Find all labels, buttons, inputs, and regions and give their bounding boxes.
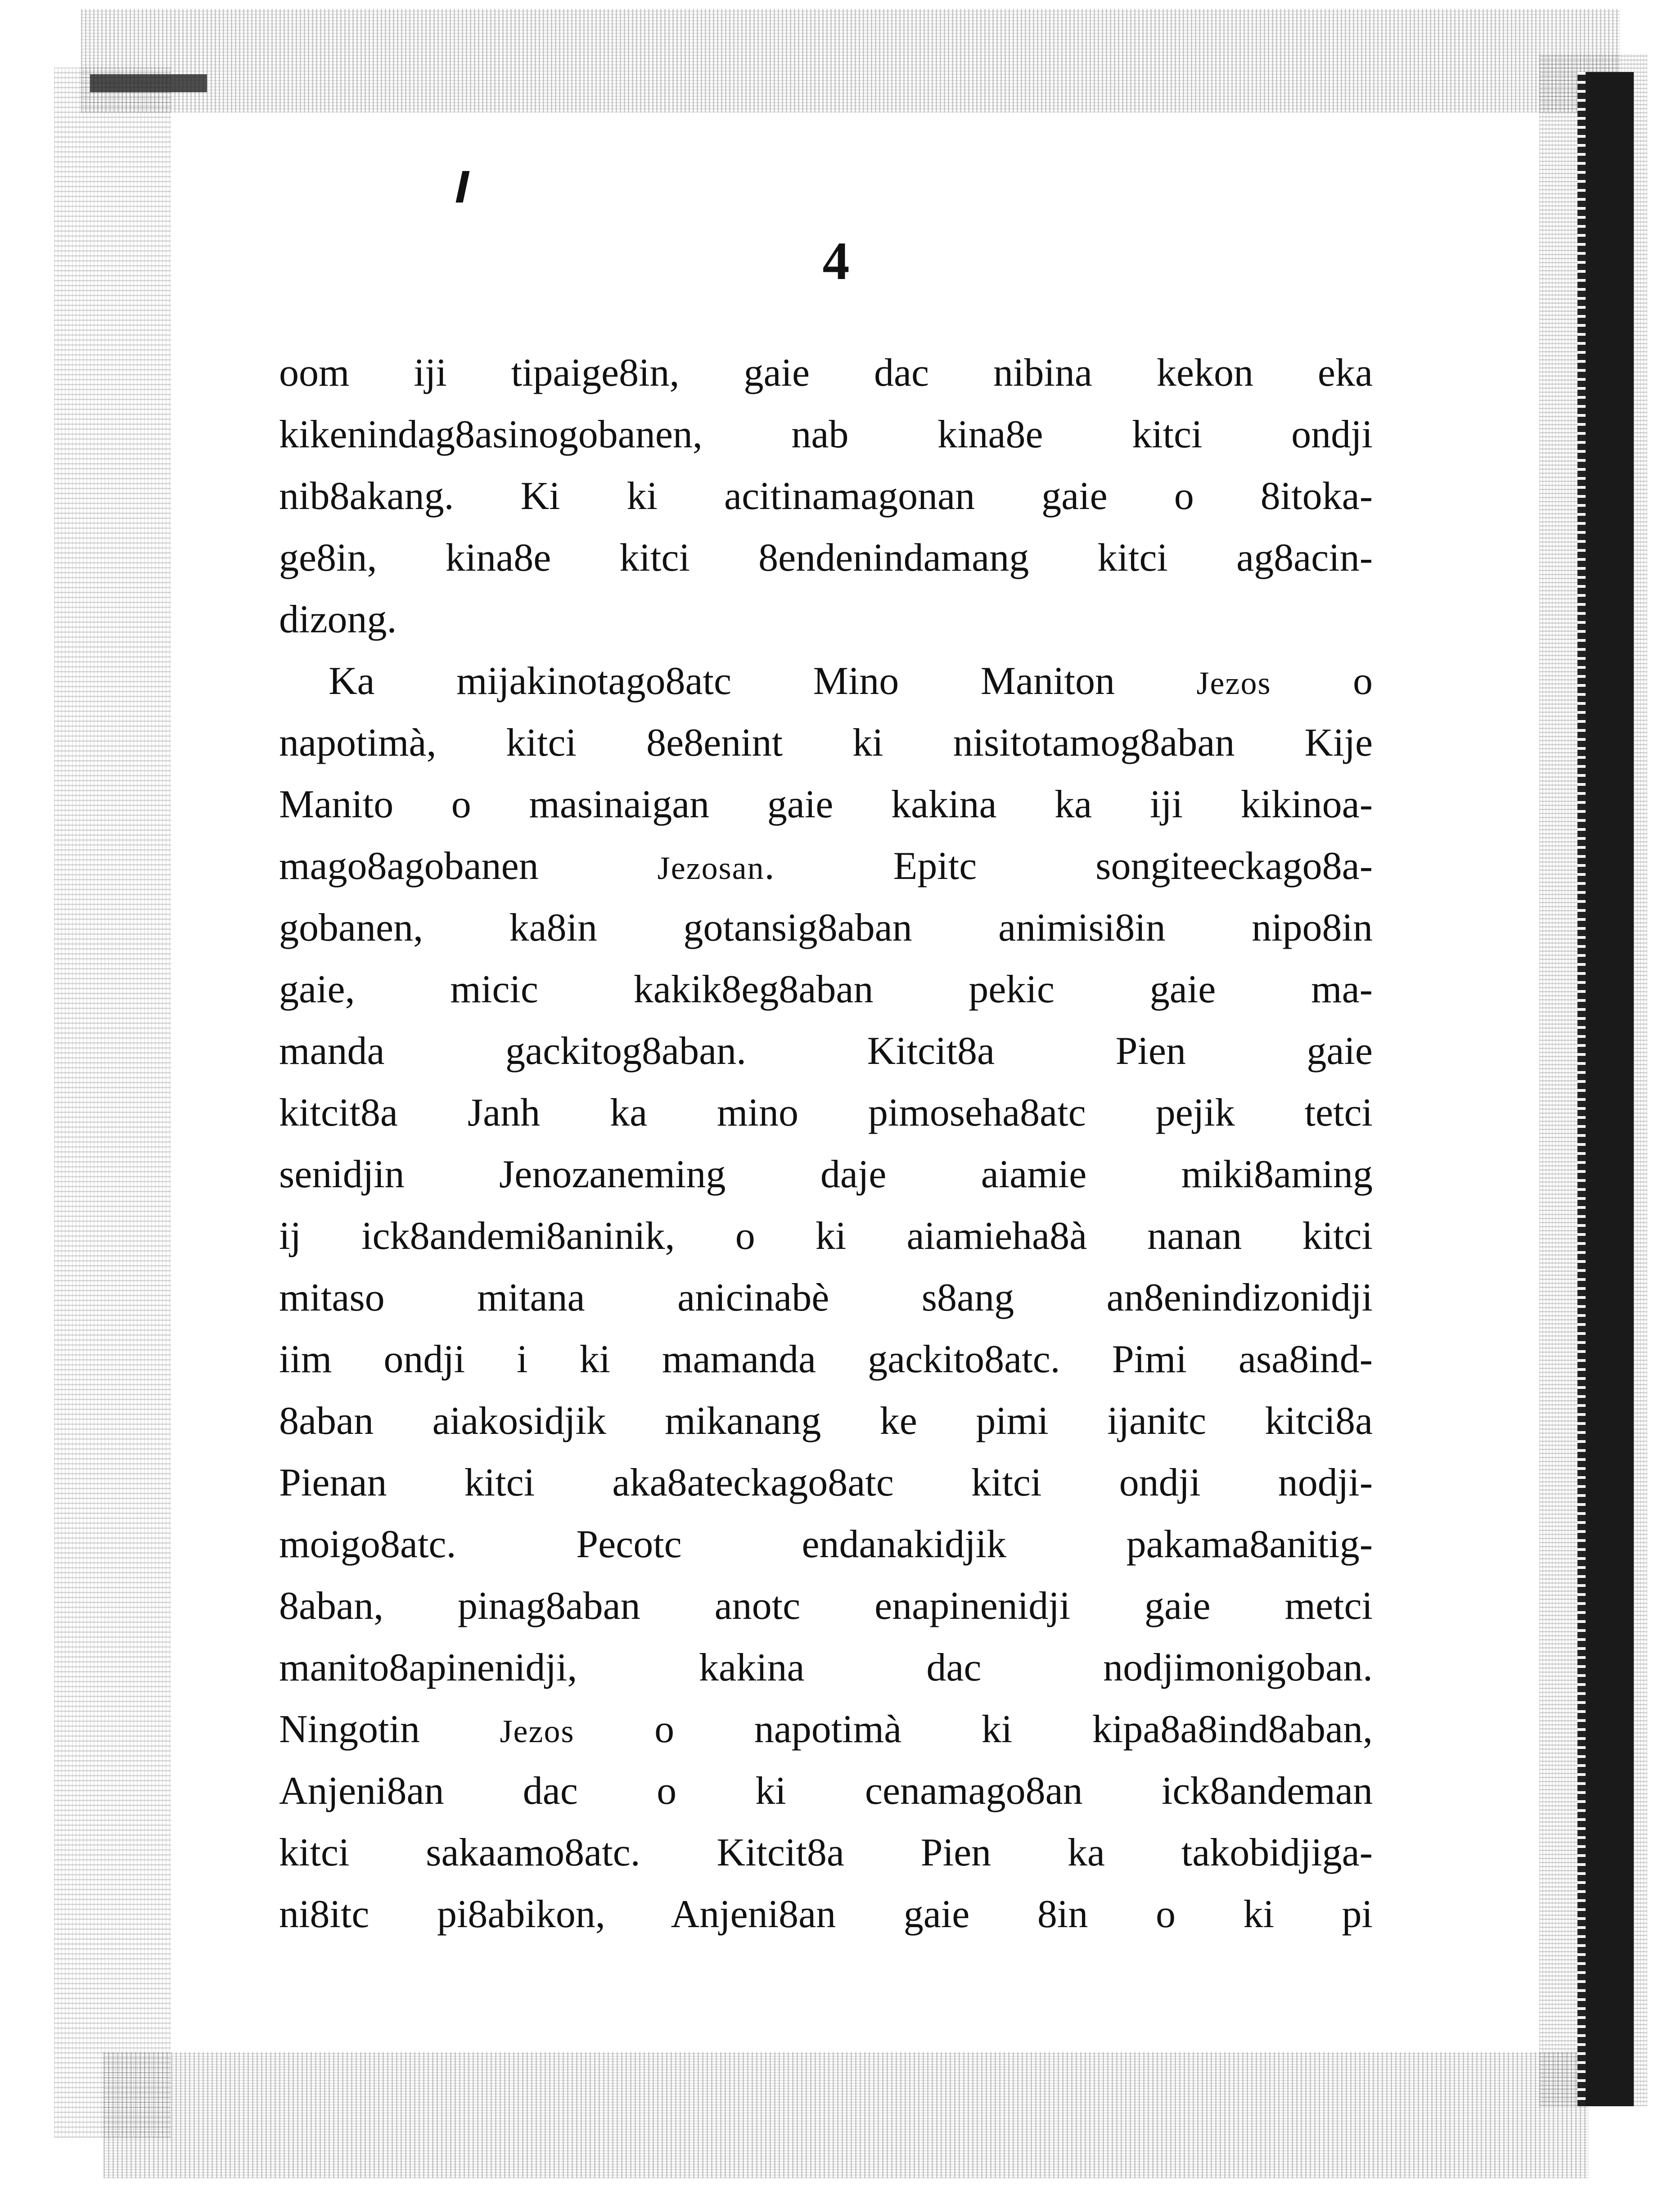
text-line-23-after: o napotimà ki kipa8a8ind8aban, [574,1707,1373,1751]
text-line-9-smallcaps: Jezosan [657,850,765,886]
scan-edge-band [1584,72,1634,2106]
text-line-23-smallcaps: Jezos [500,1713,575,1749]
text-line-15: ij ick8andemi8aninik, o ki aiamieha8à nanan kitci [279,1214,1373,1258]
text-line-6-before: Ka mijakinotago8atc Mino Maniton [329,659,1197,703]
text-line-8: Manito o masinaigan gaie kakina ka iji kikinoa- [279,783,1373,826]
text-line-24: Anjeni8an dac o ki cenamago8an ick8andeman [279,1769,1373,1813]
text-line-16: mitaso mitana anicinabè s8ang an8enindizonidji [279,1276,1373,1320]
scan-noise-top [81,9,1620,113]
text-line-18: 8aban aiakosidjik mikanang ke pimi ijanitc kitci8a [279,1399,1373,1443]
text-line-13: kitcit8a Janh ka mino pimoseha8atc pejik tetci [279,1091,1373,1135]
body-text [279,342,1373,1945]
text-line-5: dizong. [279,598,397,641]
text-line-3: nib8akang. Ki ki acitinamagonan gaie o 8itoka- [279,474,1373,518]
text-line-23 [279,1698,1373,1760]
text-line-6-smallcaps: Jezos [1196,665,1271,701]
text-line-1: oom iji tipaige8in, gaie dac nibina kekon eka [279,351,1373,395]
text-line-10: gobanen, ka8in gotansig8aban animisi8in nipo8in [279,906,1373,950]
text-line-11: gaie, micic kakik8eg8aban pekic gaie ma- [279,968,1373,1011]
text-line-12: manda gackitog8aban. Kitcit8a Pien gaie [279,1029,1373,1073]
scan-edge-band-inner [1577,72,1586,2106]
text-line-22: manito8apinenidji, kakina dac nodjimonigoban. [279,1646,1373,1689]
text-line-7: napotimà, kitci 8e8enint ki nisitotamog8aban Kije [279,721,1373,765]
text-line-19: Pienan kitci aka8ateckago8atc kitci ondji nodji- [279,1461,1373,1505]
text-line-9-after: . Epitc songiteeckago8a- [764,844,1373,888]
scan-artifact-bar [90,74,207,92]
text-line-14: senidjin Jenozaneming daje aiamie miki8aming [279,1153,1373,1196]
text-line-26: ni8itc pi8abikon, Anjeni8an gaie 8in o ki pi [279,1892,1373,1936]
text-line-21: 8aban, pinag8aban anotc enapinenidji gaie metci [279,1584,1373,1628]
text-line-2: kikenindag8asinogobanen, nab kina8e kitci ondji [279,413,1373,456]
text-line-25: kitci sakaamo8atc. Kitcit8a Pien ka takobidjiga- [279,1831,1373,1874]
scan-artifact-tick [456,171,470,203]
text-line-4: ge8in, kina8e kitci 8endenindamang kitci ag8acin- [279,536,1373,580]
scan-noise-bottom [104,2052,1589,2178]
text-line-23-before: Ningotin [279,1707,500,1751]
text-line-6 [279,650,1373,712]
text-line-20: moigo8atc. Pecotc endanakidjik pakama8anitig- [279,1523,1373,1566]
text-line-9 [279,835,1373,897]
page-number: 4 [822,231,850,291]
scan-noise-left [54,68,171,2138]
text-line-9-before: mago8agobanen [279,844,658,888]
text-line-17: iim ondji i ki mamanda gackito8atc. Pimi asa8ind- [279,1338,1373,1381]
text-line-6-after: o [1271,659,1373,703]
